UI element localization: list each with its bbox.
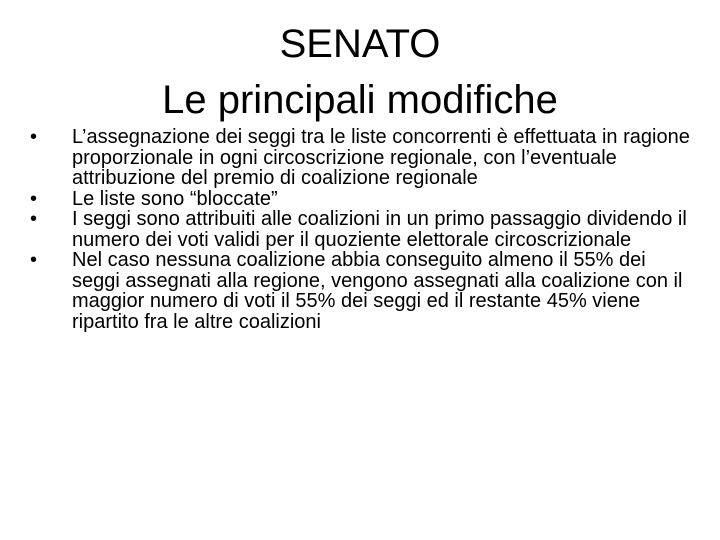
bullet-icon: • <box>30 187 38 210</box>
bullet-list <box>30 127 690 332</box>
bullet-item <box>30 189 690 210</box>
bullet-text: L’assegnazione dei seggi tra le liste concorrenti è effettuata in ragione proporzionale in ogni circoscrizione regionale, con l’eventuale attribuzione del premio di coalizione regionale <box>72 126 690 189</box>
bullet-icon: • <box>30 249 38 271</box>
title-line-1: SENATO <box>279 22 441 66</box>
bullet-text: Nel caso nessuna coalizione abbia conseguito almeno il 55% dei seggi assegnati alla regione, vengono assegnati alla coalizione con il maggior numero di voti il 55% dei seggi ed il restante 45% viene ripartito fra le altre coalizioni <box>72 249 683 333</box>
slide-title <box>0 16 720 128</box>
bullet-icon: • <box>30 208 38 230</box>
bullet-item <box>30 250 690 332</box>
bullet-item <box>30 209 690 250</box>
bullet-text: Le liste sono “bloccate” <box>72 187 278 210</box>
bullet-item <box>30 127 690 189</box>
bullet-text: I seggi sono attribuiti alle coalizioni in un primo passaggio dividendo il numero dei voti validi per il quoziente elettorale circoscrizionale <box>72 208 687 251</box>
bullet-icon: • <box>30 126 38 148</box>
title-line-2: Le principali modifiche <box>162 78 558 122</box>
